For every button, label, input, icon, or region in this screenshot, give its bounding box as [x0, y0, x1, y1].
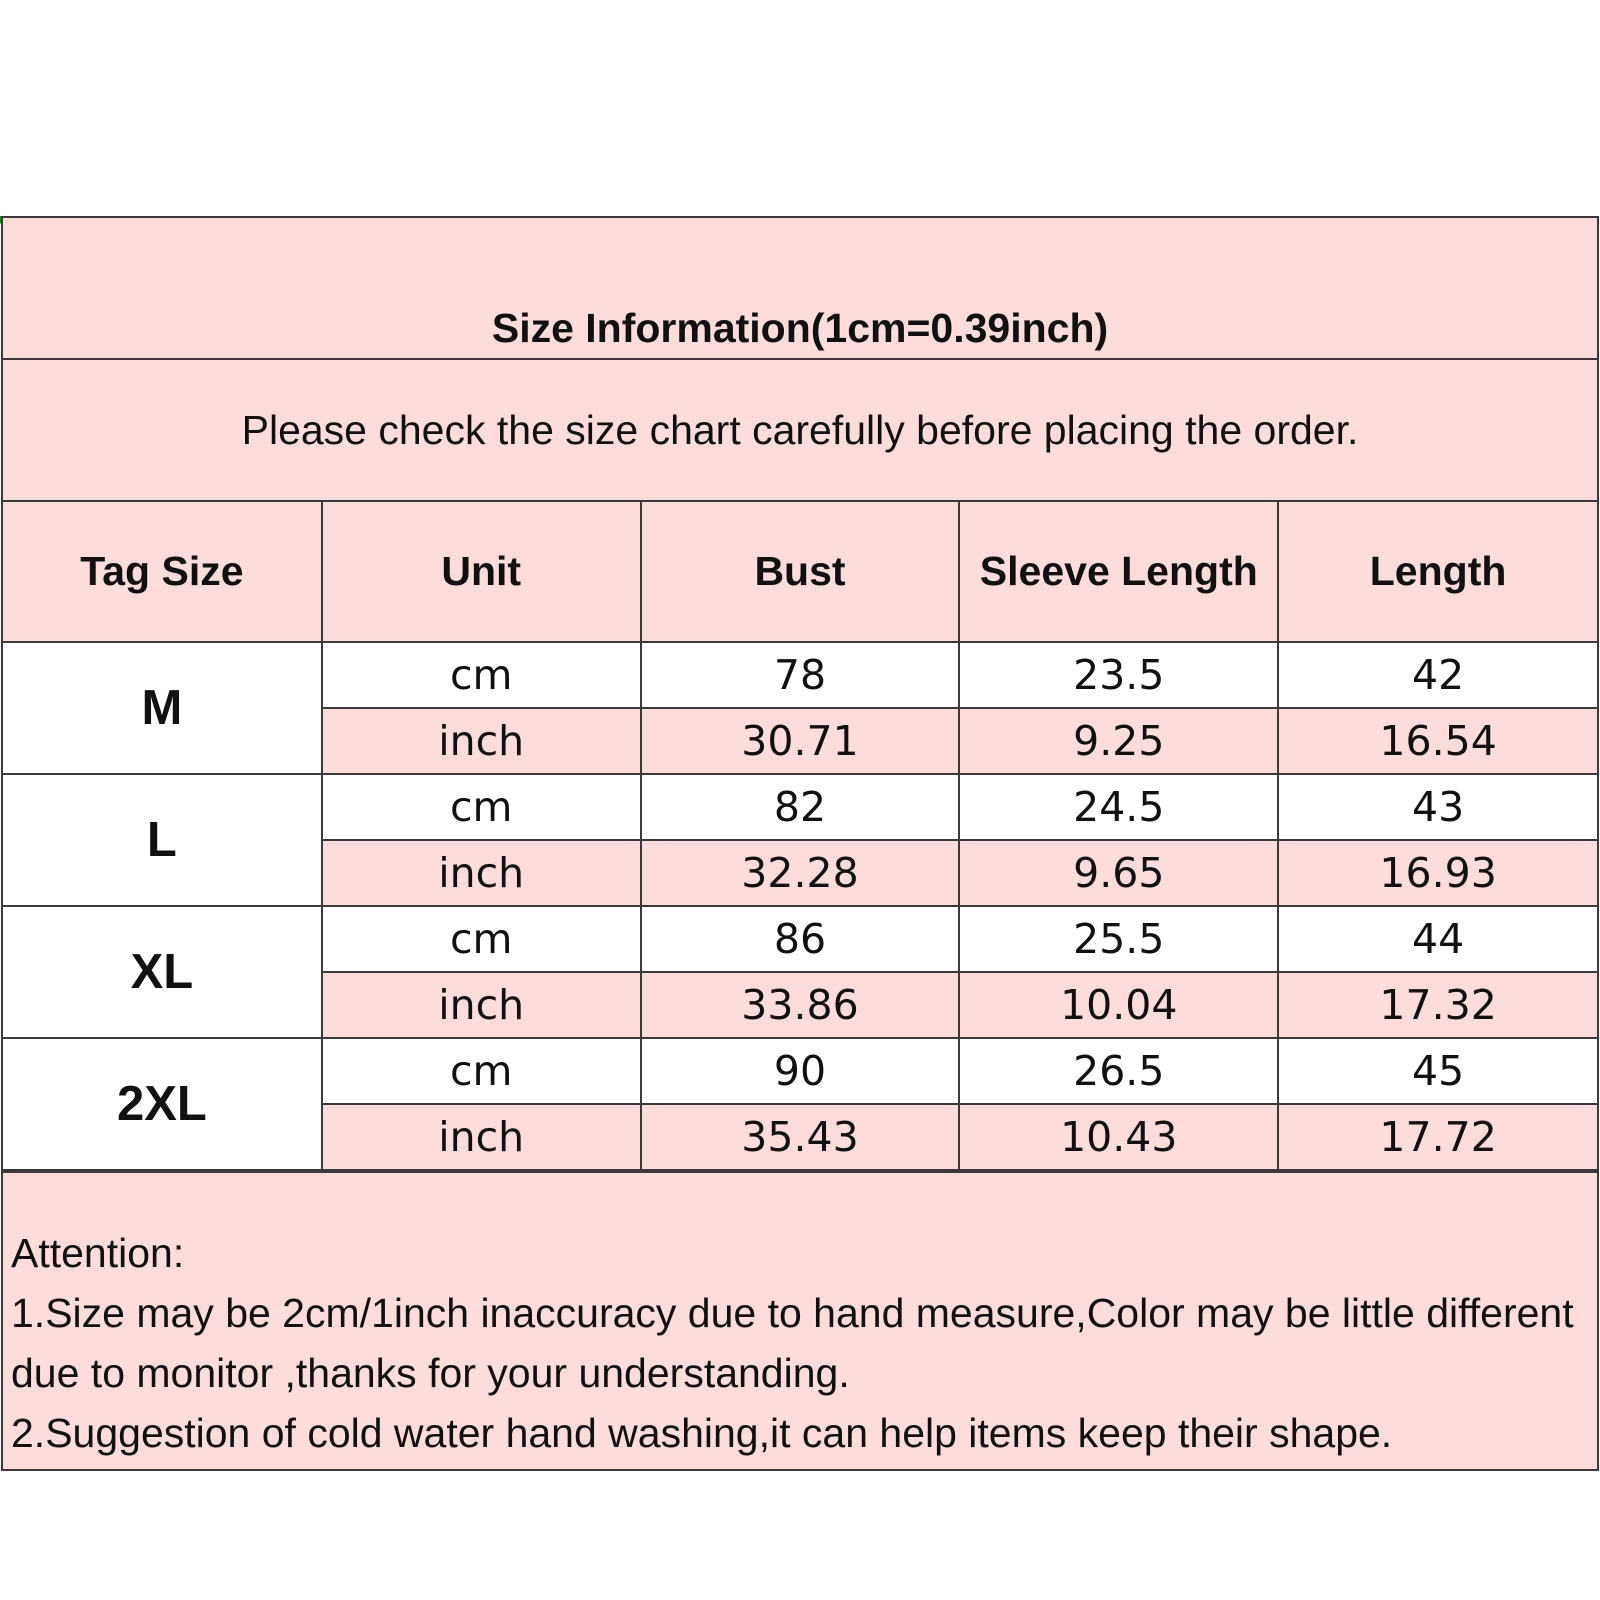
- header-sleeve-length: Sleeve Length: [959, 502, 1278, 642]
- table-row: [3, 642, 1597, 708]
- unit-cell: cm: [322, 642, 641, 708]
- table-row: [3, 906, 1597, 972]
- length-cell: 17.72: [1278, 1104, 1597, 1170]
- bust-cell: 82: [641, 774, 960, 840]
- sleeve-cell: 25.5: [959, 906, 1278, 972]
- size-label: M: [3, 642, 322, 774]
- bust-cell: 90: [641, 1038, 960, 1104]
- attention-heading: Attention:: [11, 1230, 185, 1276]
- chart-title: Size Information(1cm=0.39inch): [3, 218, 1597, 360]
- table-row: [3, 774, 1597, 840]
- bust-cell: 78: [641, 642, 960, 708]
- attention-notes: [3, 1171, 1597, 1469]
- length-cell: 43: [1278, 774, 1597, 840]
- sleeve-cell: 9.25: [959, 708, 1278, 774]
- length-cell: 16.93: [1278, 840, 1597, 906]
- bust-cell: 32.28: [641, 840, 960, 906]
- bust-cell: 30.71: [641, 708, 960, 774]
- unit-cell: inch: [322, 840, 641, 906]
- header-unit: Unit: [322, 502, 641, 642]
- sleeve-cell: 26.5: [959, 1038, 1278, 1104]
- unit-cell: cm: [322, 774, 641, 840]
- attention-line-1: 1.Size may be 2cm/1inch inaccuracy due to hand measure,Color may be little different due to monitor ,thanks for your understanding.: [11, 1290, 1574, 1396]
- bust-cell: 35.43: [641, 1104, 960, 1170]
- chart-subtitle: Please check the size chart carefully before placing the order.: [3, 360, 1597, 502]
- length-cell: 45: [1278, 1038, 1597, 1104]
- sleeve-cell: 10.04: [959, 972, 1278, 1038]
- length-cell: 17.32: [1278, 972, 1597, 1038]
- table-row: [3, 1038, 1597, 1104]
- unit-cell: inch: [322, 708, 641, 774]
- unit-cell: inch: [322, 972, 641, 1038]
- sleeve-cell: 10.43: [959, 1104, 1278, 1170]
- bust-cell: 86: [641, 906, 960, 972]
- bust-cell: 33.86: [641, 972, 960, 1038]
- size-label: 2XL: [3, 1038, 322, 1170]
- unit-cell: inch: [322, 1104, 641, 1170]
- length-cell: 16.54: [1278, 708, 1597, 774]
- sleeve-cell: 23.5: [959, 642, 1278, 708]
- sleeve-cell: 9.65: [959, 840, 1278, 906]
- attention-line-2: 2.Suggestion of cold water hand washing,it can help items keep their shape.: [11, 1410, 1393, 1456]
- length-cell: 44: [1278, 906, 1597, 972]
- unit-cell: cm: [322, 1038, 641, 1104]
- size-label: L: [3, 774, 322, 906]
- header-tag-size: Tag Size: [3, 502, 322, 642]
- size-chart: [1, 216, 1599, 1471]
- unit-cell: cm: [322, 906, 641, 972]
- size-table: [3, 502, 1597, 1171]
- header-row: [3, 502, 1597, 642]
- length-cell: 42: [1278, 642, 1597, 708]
- size-label: XL: [3, 906, 322, 1038]
- header-bust: Bust: [641, 502, 960, 642]
- sleeve-cell: 24.5: [959, 774, 1278, 840]
- header-length: Length: [1278, 502, 1597, 642]
